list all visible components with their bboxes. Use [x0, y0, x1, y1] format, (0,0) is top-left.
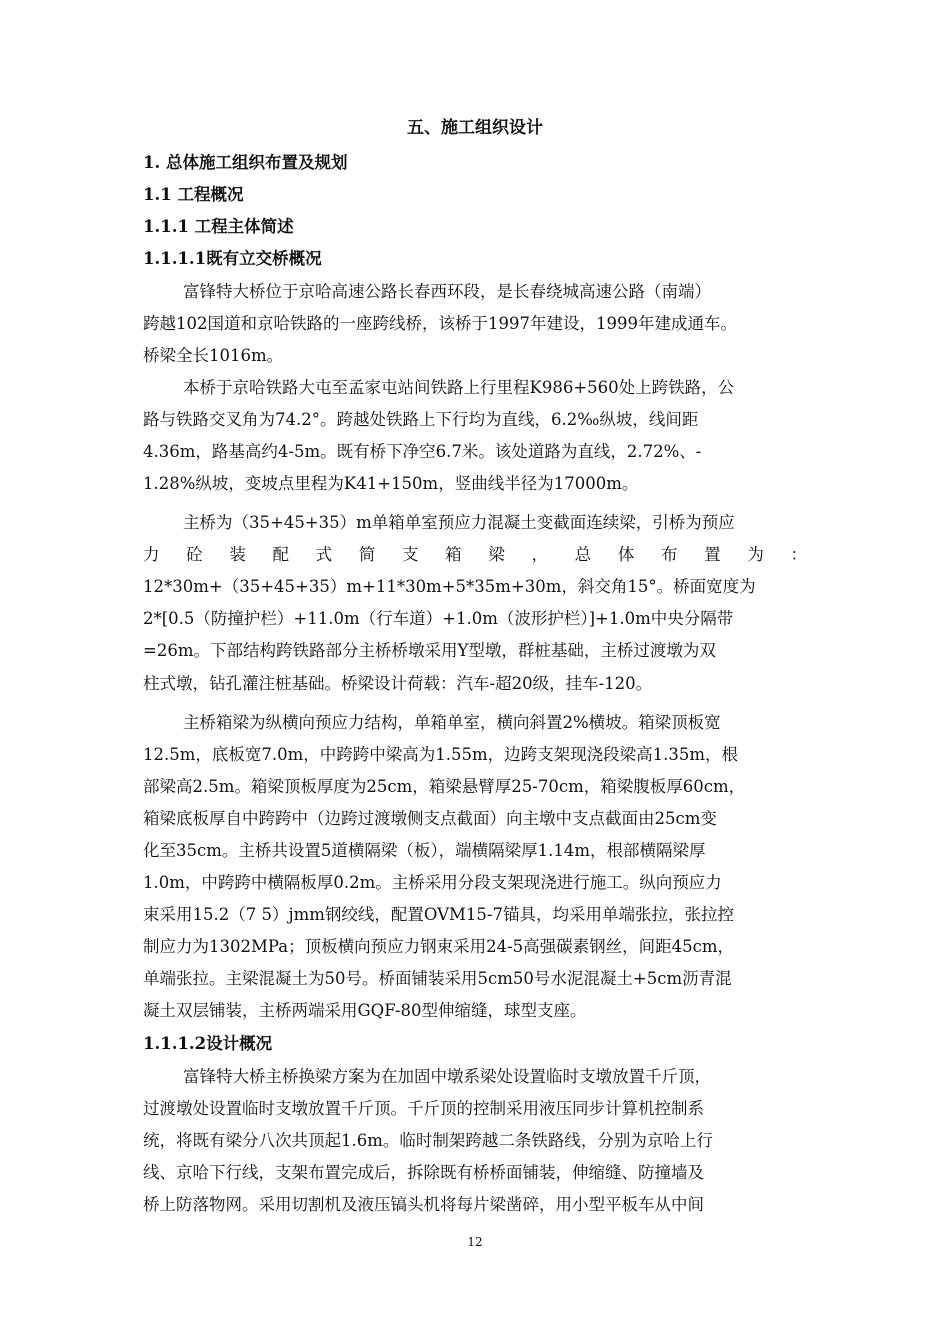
heading-1: 1. 总体施工组织布置及规划 [143, 153, 348, 172]
heading-1-1: 1.1 工程概况 [143, 185, 244, 204]
text-line: 统，将既有梁分八次共顶起1.6m。临时制架跨越二条铁路线，分别为京哈上行 [143, 1131, 713, 1150]
text-line: 富锋特大桥位于京哈高速公路长春西环段，是长春绕城高速公路（南端） [183, 282, 711, 301]
heading-1-1-1-2: 1.1.1.2设计概况 [143, 1034, 273, 1053]
text-line: 制应力为1302MPa；顶板横向预应力钢束采用24-5高强碳素钢丝，间距45cm， [143, 937, 735, 956]
heading-1-1-1-1: 1.1.1.1既有立交桥概况 [143, 249, 322, 268]
text-line: 桥上防落物网。采用切割机及液压镐头机将每片梁凿碎，用小型平板车从中间 [143, 1195, 704, 1214]
text-line: 跨越102国道和京哈铁路的一座跨线桥，该桥于1997年建设，1999年建成通车。 [143, 314, 737, 333]
text-line: 本桥于京哈铁路大屯至孟家屯站间铁路上行里程K986+560处上跨铁路，公 [183, 378, 735, 397]
section-title: 五、施工组织设计 [407, 118, 543, 138]
text-line: 1.0m，中跨跨中横隔板厚0.2m。主桥采用分段支架现浇进行施工。纵向预应力 [143, 873, 722, 892]
page-number: 12 [467, 1235, 483, 1249]
text-line: 2*[0.5（防撞护栏）+11.0m（行车道）+1.0m（波形护栏）]+1.0m中央分隔带 [143, 609, 734, 628]
text-line: 1.28%纵坡，变坡点里程为K41+150m，竖曲线半径为17000m。 [143, 474, 639, 493]
text-line: 线、京哈下行线，支架布置完成后，拆除既有桥桥面铺装，伸缩缝、防撞墙及 [143, 1163, 704, 1182]
text-line: 化至35cm。主桥共设置5道横隔梁（板），端横隔梁厚1.14m，根部横隔梁厚 [143, 841, 706, 860]
heading-1-1-1: 1.1.1 工程主体简述 [143, 217, 294, 236]
text-line: 过渡墩处设置临时支墩放置千斤顶。千斤顶的控制采用液压同步计算机控制系 [143, 1099, 704, 1118]
text-line: 路与铁路交叉角为74.2°。跨越处铁路上下行均为直线，6.2‰纵坡，线间距 [143, 410, 699, 429]
text-line: 束采用15.2（7 5）jmm钢绞线，配置OVM15-7锚具，均采用单端张拉，张拉控 [143, 905, 735, 924]
text-line: 主桥为（35+45+35）m单箱单室预应力混凝土变截面连续梁，引桥为预应 [183, 513, 735, 532]
text-line: 部梁高2.5m。箱梁顶板厚度为25cm，箱梁悬臂厚25-70cm，箱梁腹板厚60cm， [143, 777, 746, 796]
text-line: 主桥箱梁为纵横向预应力结构，单箱单室，横向斜置2%横坡。箱梁顶板宽 [183, 713, 721, 732]
text-line: 12.5m，底板宽7.0m，中跨跨中梁高为1.55m，边跨支架现浇段梁高1.35m，根 [143, 745, 739, 764]
text-line: 12*30m+（35+45+35）m+11*30m+5*35m+30m，斜交角15°。桥面宽度为 [143, 577, 756, 596]
text-line: 力 砼 装 配 式 简 支 箱 梁 ， 总 体 布 置 为 ： [143, 545, 807, 564]
text-line: 单端张拉。主梁混凝土为50号。桥面铺装采用5cm50号水泥混凝土+5cm沥青混 [143, 969, 732, 988]
text-line: 富锋特大桥主桥换梁方案为在加固中墩系梁处设置临时支墩放置千斤顶， [183, 1067, 711, 1086]
text-line: 桥梁全长1016m。 [143, 346, 284, 365]
text-line: =26m。下部结构跨铁路部分主桥桥墩采用Y型墩，群桩基础，主桥过渡墩为双 [143, 641, 716, 660]
text-line: 凝土双层铺装，主桥两端采用GQF-80型伸缩缝，球型支座。 [143, 1001, 587, 1020]
text-line: 箱梁底板厚自中跨跨中（边跨过渡墩侧支点截面）向主墩中支点截面由25cm变 [143, 809, 717, 828]
text-line: 柱式墩，钻孔灌注桩基础。桥梁设计荷载：汽车-超20级，挂车-120。 [143, 674, 653, 693]
text-line: 4.36m，路基高约4-5m。既有桥下净空6.7米。该处道路为直线，2.72%、- [143, 442, 702, 461]
